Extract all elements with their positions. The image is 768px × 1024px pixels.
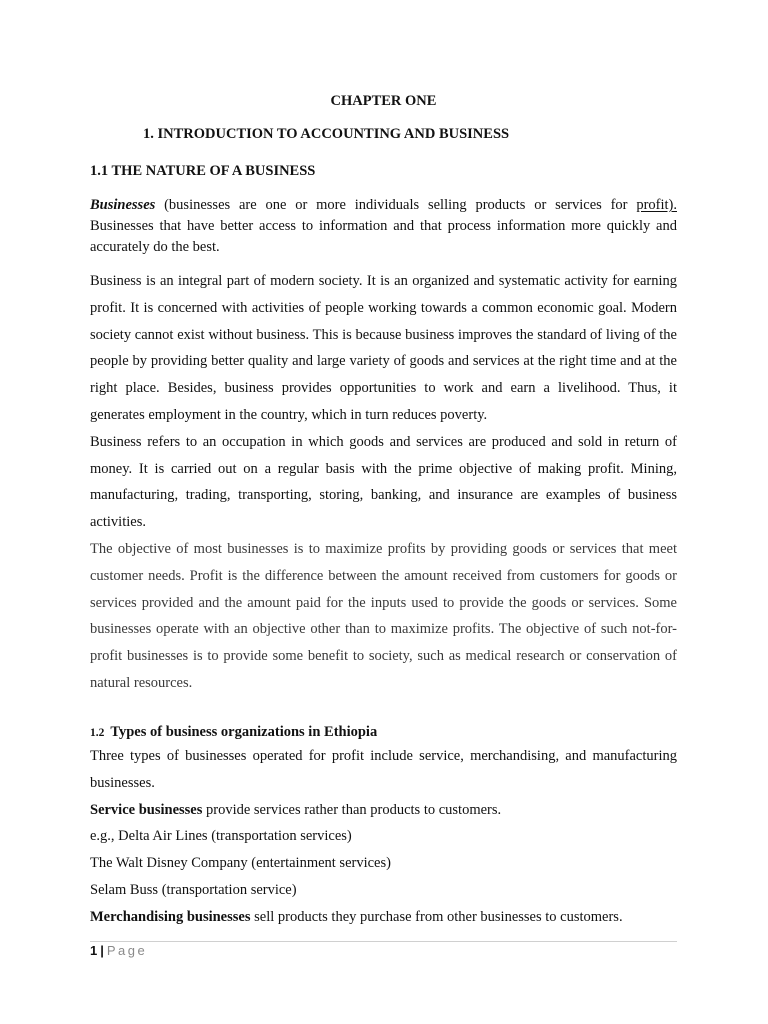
- heading-number: 1.2: [90, 727, 105, 739]
- paragraph-business-integral: Business is an integral part of modern society. It is an organized and systematic activity for earning profit. It is concerned with activities of people working towards a common economic goal. Modern society cannot exist without business. This is because business improves the standard of living of the people by providing better quality and large variety of goods and services at the right time and at the right place. Besides, business provides opportunities to work and earn a livelihood. Thus, it generates employment in the country, which in turn reduces poverty.: [90, 273, 677, 423]
- example-delta: e.g., Delta Air Lines (transportation services): [90, 828, 352, 845]
- section-title: 1. INTRODUCTION TO ACCOUNTING AND BUSINESS: [143, 126, 510, 142]
- paragraph-business-objective: The objective of most businesses is to maximize profits by providing goods or services that meet customer needs. Profit is the difference between the amount received from customers for goods or services provided and the amount paid for the inputs used to provide the goods or services. Some businesses operate with an objective other than to maximize profits. The objective of such not-for-profit businesses is to provide some benefit to society, such as medical research or conservation of natural resources.: [90, 540, 677, 691]
- paragraph-businesses-definition: [90, 195, 677, 258]
- service-term: Service businesses: [90, 801, 203, 818]
- example-selam: Selam Buss (transportation service): [90, 881, 297, 898]
- page-label: Page: [106, 943, 148, 958]
- footer-divider: [90, 941, 677, 942]
- page-separator: |: [100, 943, 104, 958]
- page-footer: [90, 943, 147, 958]
- page-number: 1: [90, 943, 98, 958]
- heading-types-of-business: [90, 724, 377, 741]
- heading-text: Types of business organizations in Ethiopia: [110, 724, 378, 740]
- profit-link: profit).: [636, 197, 677, 213]
- merch-term: Merchandising businesses: [90, 908, 251, 925]
- subsection-title: 1.1 THE NATURE OF A BUSINESS: [90, 163, 316, 179]
- service-text: provide services rather than products to customers.: [202, 801, 502, 818]
- body-section-2: [90, 743, 677, 931]
- chapter-title: CHAPTER ONE: [330, 93, 437, 109]
- merch-text: sell products they purchase from other businesses to customers.: [250, 908, 623, 925]
- para1-text-a: (businesses are one or more individuals selling products or services for: [155, 197, 637, 213]
- paragraph-merchandising-businesses: [90, 904, 677, 931]
- paragraph-three-types: Three types of businesses operated for profit include service, merchandising, and manufacturing businesses.: [90, 748, 677, 791]
- paragraph-service-businesses: [90, 797, 677, 824]
- paragraph-business-occupation: Business refers to an occupation in which goods and services are produced and sold in return of money. It is carried out on a regular basis with the prime objective of making profit. Mining, manufacturing, trading, transporting, storing, banking, and insurance are examples of business activities.: [90, 433, 677, 531]
- businesses-term: Businesses: [90, 197, 156, 213]
- example-disney: The Walt Disney Company (entertainment services): [90, 855, 391, 872]
- body-section-1: [90, 268, 677, 697]
- para1-text-b: Businesses that have better access to information and that process information more quickly and accurately do the best.: [90, 218, 677, 255]
